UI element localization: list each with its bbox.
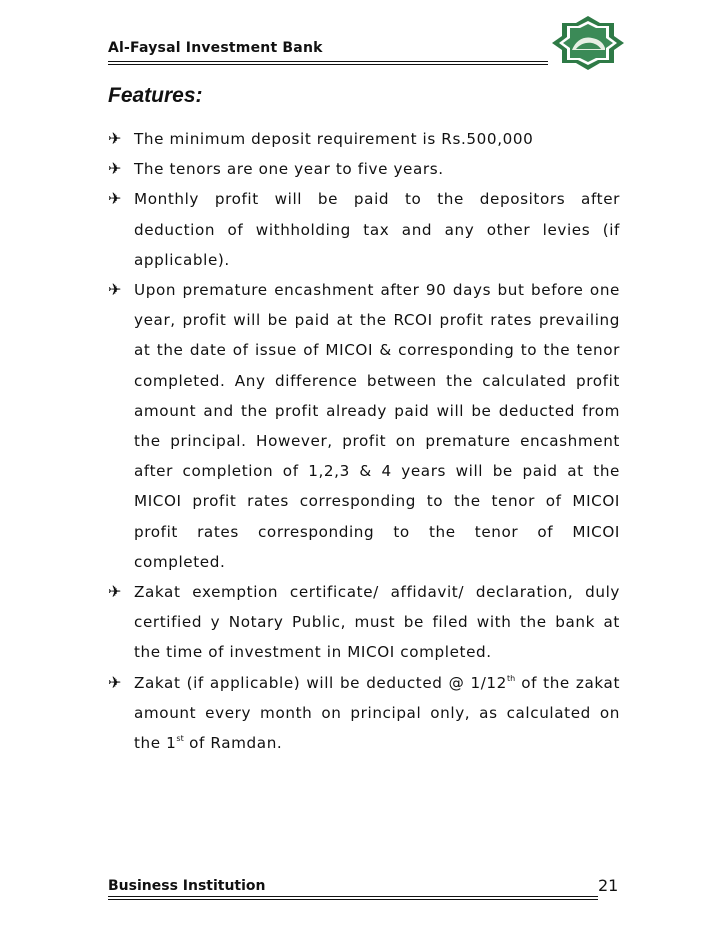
feature-text: Zakat exemption certificate/ affidavit/ declaration, duly certified y Notary Public, must be filed with the bank at the time of investment in MICOI completed. [134,583,620,662]
airplane-bullet-icon: ✈ [108,129,123,148]
list-item [108,577,620,668]
airplane-bullet-icon: ✈ [108,672,123,692]
airplane-bullet-icon: ✈ [108,159,123,179]
ordinal-suffix: th [506,673,516,683]
airplane-bullet-icon: ✈ [108,189,123,209]
feature-text: Monthly profit will be paid to the depositors after deduction of withholding tax and any other levies (if applicable). [134,190,620,269]
bank-logo-icon [548,14,628,72]
page-number: 21 [598,876,619,895]
feature-text: Upon premature encashment after 90 days but before one year, profit will be paid at the RCOI profit rates prevailing at the date of issue of MICOI & corresponding to the tenor completed. Any difference between the calculated profit amount and the profit already paid will be deducted from the principal. However, profit on premature encashment after completion of 1,2,3 & 4 years will be paid at the MICOI profit rates corresponding to the tenor of MICOI profit rates corresponding to the tenor of MICOI completed. [134,281,620,571]
header-rule-double [108,64,548,65]
feature-text: The minimum deposit requirement is Rs.500,000 [134,130,534,148]
footer-rule [108,896,598,897]
feature-text-part: of Ramdan. [183,734,283,753]
header-rule [108,61,548,62]
features-list [108,124,620,758]
footer-title: Business Institution [108,878,266,894]
list-item [108,124,620,154]
ordinal-suffix: st [176,734,184,744]
list-item [108,184,620,275]
airplane-bullet-icon: ✈ [108,280,123,300]
feature-text: The tenors are one year to five years. [134,160,444,179]
airplane-bullet-icon: ✈ [108,582,123,602]
list-item [108,668,620,759]
feature-text-part: of the zakat amount every month on principal only, as calculated on the 1 [134,673,620,753]
header-title: Al-Faysal Investment Bank [108,40,323,56]
footer-rule-double [108,899,598,900]
list-item [108,154,620,184]
section-heading: Features: [108,84,203,107]
list-item [108,275,620,577]
feature-text-part: Zakat (if applicable) will be deducted @ 1/12 [134,673,507,692]
